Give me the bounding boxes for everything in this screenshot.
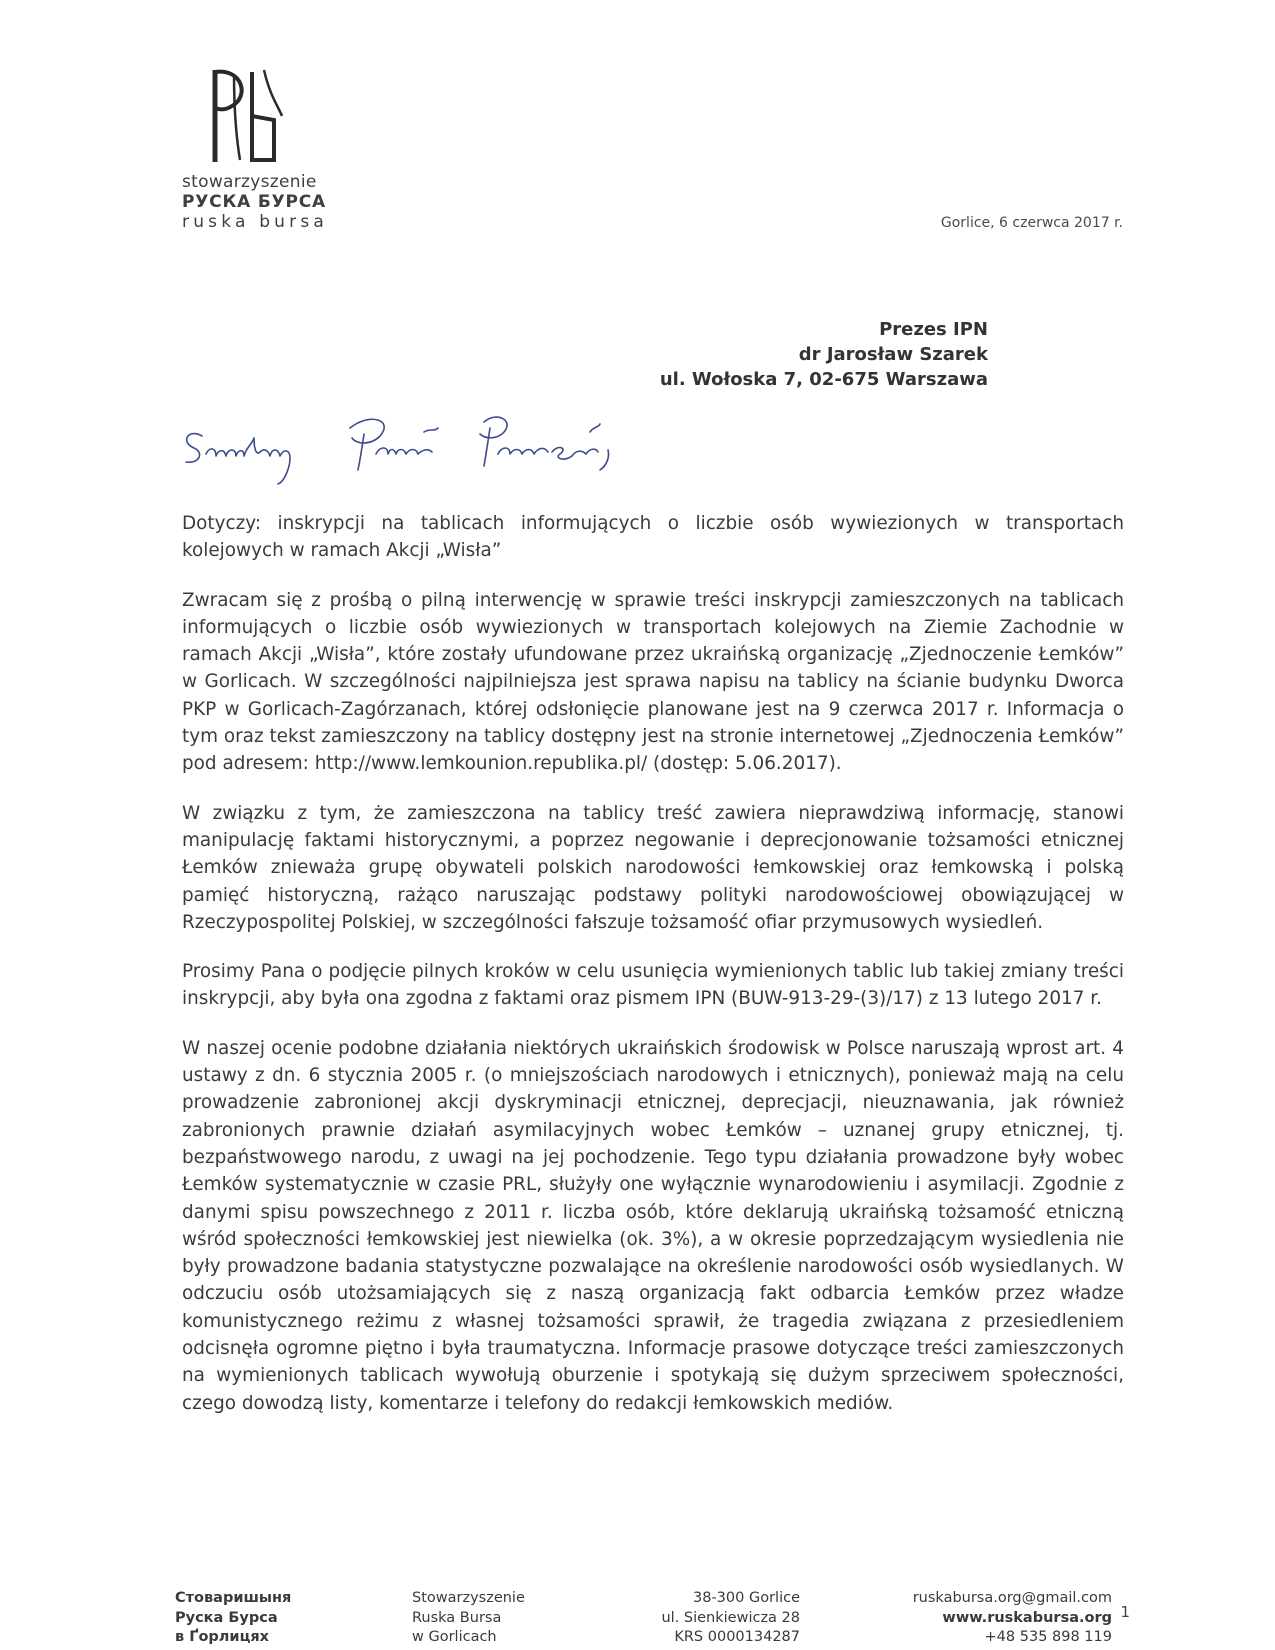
body-paragraph-1: Zwracam się z prośbą o pilną interwencję w sprawie treści inskrypcji zamieszczonych na tablicach informujących o liczbie osób wywiezionych w transportach kolejowych na Ziemie Zachodnie w ramach Akcji „Wisła”, które zostały ufundowane przez ukraińską organizację „Zjednoczenie Łemków” w Gorlicach. W szczególności najpilniejsza jest sprawa napisu na tablicy na ścianie budynku Dworca PKP w Gorlicach-Zagórzanach, której odsłonięcie planowane jest na 9 czerwca 2017 r. Informacja o tym oraz tekst zamieszczony na tablicy dostępny jest na stronie internetowej „Zjednoczenia Łemków” pod adresem: http://www.lemkounion.republika.pl/ (dostęp: 5.06.2017). — [182, 589, 1124, 775]
org-name-latin: ruska bursa — [182, 212, 329, 233]
footer-line: w Gorlicach — [412, 1629, 497, 1645]
footer-line: Ruska Bursa — [412, 1609, 502, 1626]
footer-address — [640, 1589, 800, 1648]
footer-line: Стоваришыня — [175, 1590, 292, 1606]
org-type: stowarzyszenie — [182, 172, 317, 192]
body-paragraph-3: Prosimy Pana o podjęcie pilnych kroków w celu usunięcia wymienionych tablic lub takiej zmiany treści inskrypcji, aby była ona zgodna z faktami oraz pismem IPN (BUW-913-29-(3)/17) z 13 lutego 2017 r. — [182, 961, 1124, 1010]
footer-line: Руска Бурса — [175, 1609, 278, 1626]
footer-org-cyrillic — [175, 1589, 291, 1648]
footer-line: в Ґорлицях — [175, 1629, 269, 1645]
recipient-title: Prezes IPN — [879, 319, 988, 340]
org-name-cyrillic: РУСКА БУРСА — [182, 192, 326, 213]
footer-line: ul. Sienkiewicza 28 — [661, 1609, 800, 1626]
handwritten-salutation — [180, 408, 640, 490]
footer-line: 38-300 Gorlice — [693, 1590, 800, 1606]
body-paragraph-2: W związku z tym, że zamieszczona na tablicy treść zawiera nieprawdziwą informację, stanowi manipulację faktami historycznymi, a poprzez negowanie i deprecjonowanie tożsamości etnicznej Łemków znieważa grupę obywateli polskich narodowości łemkowskiej oraz łemkowską i polską pamięć historyczną, rażąco naruszając podstawy polityki narodowościowej obowiązującej w Rzeczypospolitej Polskiej, w szczególności fałszuje tożsamość ofiar przymusowych wysiedleń. — [182, 802, 1124, 933]
footer-line: KRS 0000134287 — [674, 1629, 800, 1645]
body-paragraph-4: W naszej ocenie podobne działania niektórych ukraińskich środowisk w Polsce naruszają wprost art. 4 ustawy z dn. 6 stycznia 2005 r. (o mniejszościach narodowych i etnicznych), ponieważ mają na celu prowadzenie zabronionej akcji dyskryminacji etnicznej, deprecjacji, nieuznawania, jak również zabronionych prawnie działań asymilacyjnych wobec Łemków – uznanej grupy etnicznej, tj. bezpaństwowego narodu, z uwagi na jej pochodzenie. Tego typu działania prowadzone były wobec Łemków systematycznie w czasie PRL, służyły one wyłącznie wynarodowieniu i asymilacji. Zgodnie z danymi spisu powszechnego z 2011 r. liczba osób, które deklarują ukraińską tożsamość etniczną wśród społeczności łemkowskiej jest niewielka (ok. 3%), a w okresie poprzedzającym wysiedlenia nie były prowadzone badania statystyczne pozwalające na określenie narodowości osób wysiedlanych. W odczuciu osób utożsamiających się z naszą organizacją fakt odbarcia Łemków przez władze komunistycznego reżimu z własnej tożsamości sprawił, że tragedia związana z przesiedleniem odcisnęła ogromne piętno i była traumatyczna. Informacje prasowe dotyczące treści zamieszczonych na wymienionych tablicach wywołują oburzenie i spotykają się dużym sprzeciwem społeczności, czego dowodzą listy, komentarze i telefony do redakcji łemkowskich mediów. — [182, 1037, 1124, 1414]
recipient-address — [660, 318, 988, 392]
ruska-bursa-logo — [212, 66, 284, 166]
footer-org-latin — [412, 1589, 525, 1648]
footer-contact — [913, 1589, 1112, 1648]
page-number: 1 — [1120, 1603, 1130, 1621]
subject-line: Dotyczy: inskrypcji na tablicach informujących o liczbie osób wywiezionych w transportach kolejowych w ramach Akcji „Wisła” — [182, 513, 1124, 562]
recipient-street: ul. Wołoska 7, 02-675 Warszawa — [659, 368, 988, 390]
footer-email: ruskabursa.org@gmail.com — [912, 1590, 1112, 1606]
letter-date: Gorlice, 6 czerwca 2017 r. — [940, 215, 1123, 231]
footer-website: www.ruskabursa.org — [942, 1609, 1112, 1626]
letter-body — [182, 510, 1124, 1439]
recipient-name: dr Jarosław Szarek — [798, 343, 988, 365]
organization-name-block — [182, 172, 328, 232]
footer-line: Stowarzyszenie — [412, 1590, 525, 1606]
letterhead-footer — [0, 1589, 1275, 1649]
footer-phone: +48 535 898 119 — [984, 1629, 1112, 1645]
